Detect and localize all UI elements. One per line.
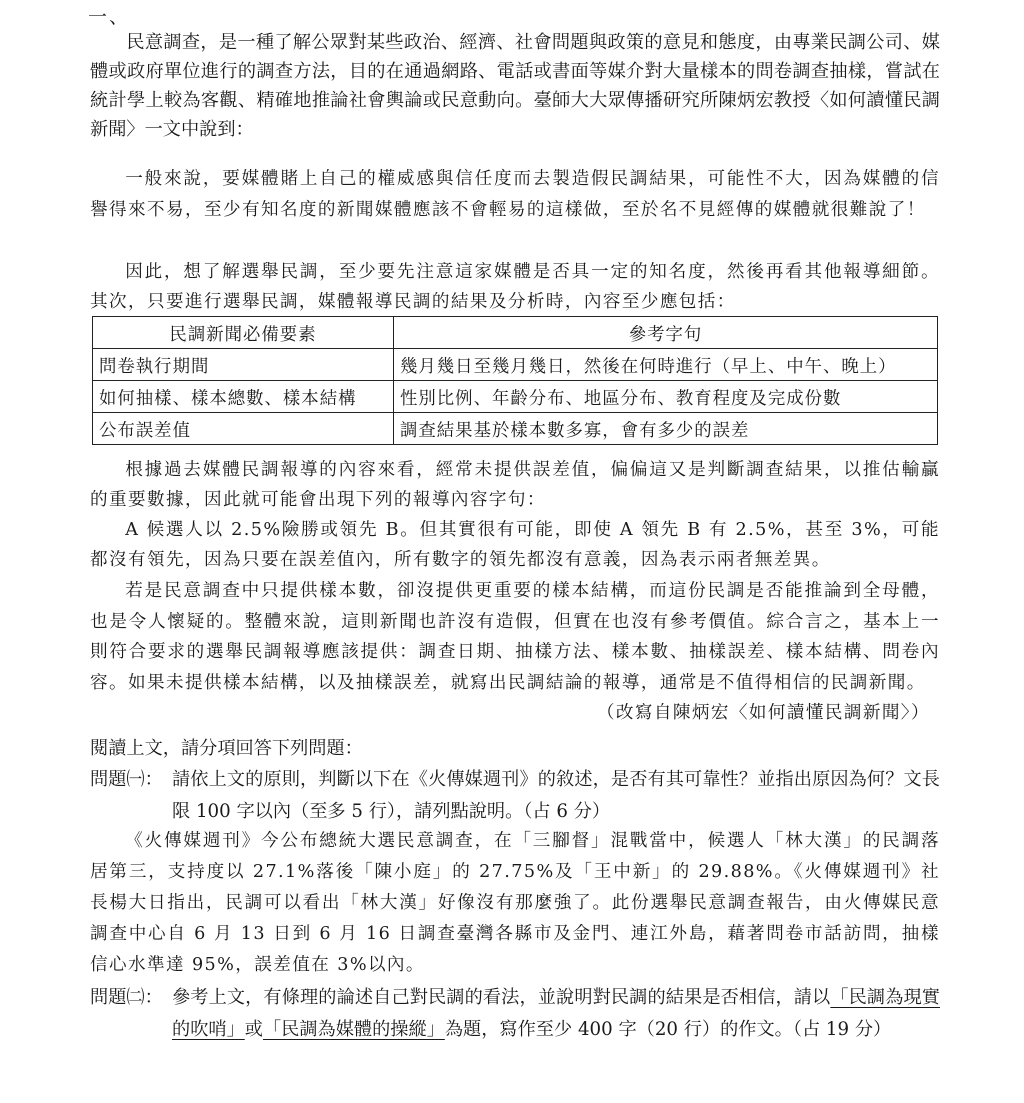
table-header-cell: 參考字句 <box>394 317 938 349</box>
table-cell: 調查結果基於樣本數多寡，會有多少的誤差 <box>394 413 938 445</box>
question-2-text-after: 為題，寫作至少 400 字（20 行）的作文。（占 19 分） <box>444 1019 892 1040</box>
question-1-case: 《火傳媒週刊》今公布總統大選民意調查，在「三腳督」混戰當中，候選人「林大漢」的民調落居第三，支持度以 27.1%落後「陳小庭」的 27.75%及「王中新」的 29.88%。《火傳媒週刊》社長楊大日指出，民調可以看出「林大漢」好像沒有那麼強了。此份選舉民意調查報告，由火傳媒民意調查中心自 6 月 13 日到 6 月 16 日調查臺灣各縣市及金門、連江外島，藉著問卷市話訪問，抽樣信心水準達 95%，誤差值在 3%以內。 <box>90 831 940 975</box>
instructions <box>90 733 940 765</box>
passage-paragraph-4: A 候選人以 2.5%險勝或領先 B。但其實很有可能，即使 A 領先 B 有 2.5%，甚至 3%，可能都沒有領先，因為只要在誤差值內，所有數字的領先都沒有意義，因為表示兩者無差異。 <box>90 520 940 570</box>
passage-paragraph-2: 因此，想了解選舉民調，至少要先注意這家媒體是否具一定的知名度，然後再看其他報導細節。其次，只要進行選舉民調，媒體報導民調的結果及分析時，內容至少應包括： <box>90 262 940 312</box>
question-2 <box>90 982 940 1046</box>
question-1-prompt: 請依上文的原則，判斷以下在《火傳媒週刊》的敘述，是否有其可靠性？並指出原因為何？文長限 100 字以內（至多 5 行），請列點說明。（占 6 分） <box>172 769 940 822</box>
question-2-prompt <box>172 982 940 1046</box>
scan-top-mark <box>700 0 950 6</box>
table-cell: 問卷執行期間 <box>93 349 394 381</box>
question-2-label: 問題㈡： <box>90 987 163 1008</box>
passage-source: （改寫自陳炳宏〈如何讀懂民調新聞〉） <box>596 703 930 723</box>
table-cell: 公布誤差值 <box>93 413 394 445</box>
section-marker: 一、 <box>88 6 131 28</box>
passage-paragraph-5 <box>90 576 940 729</box>
question-2-text-before: 參考上文，有條理的論述自己對民調的看法，並說明對民調的結果是否相信，請以 <box>172 987 831 1008</box>
table-header-cell: 民調新聞必備要素 <box>93 317 394 349</box>
table-header-row <box>93 317 938 349</box>
table-row <box>93 413 938 445</box>
topic-option-b: 「民調為媒體的操縱」 <box>262 1019 445 1040</box>
table-cell: 如何抽樣、樣本總數、樣本結構 <box>93 381 394 413</box>
passage-paragraph-3: 根據過去媒體民調報導的內容來看，經常未提供誤差值，偏偏這又是判斷調查結果，以推估輸贏的重要數據，因此就可能會出現下列的報導內容字句： <box>90 460 940 510</box>
table-cell: 性別比例、年齡分布、地區分布、教育程度及完成份數 <box>394 381 938 413</box>
table-row <box>93 349 938 381</box>
passage-quote: 一般來說，要媒體賭上自己的權威感與信任度而去製造假民調結果，可能性不大，因為媒體的信譽得來不易，至少有知名度的新聞媒體應該不會輕易的這樣做，至於名不見經傳的媒體就很難說了！ <box>90 169 940 220</box>
question-1-label: 問題㈠： <box>90 769 163 790</box>
passage-paragraph-5-text: 若是民意調查中只提供樣本數，卻沒提供更重要的樣本結構，而這份民調是否能推論到全母體，也是令人懷疑的。整體來說，這則新聞也許沒有造假，但實在也沒有參考價值。綜合言之，基本上一則符合要求的選舉民調報導應該提供：調查日期、抽樣方法、樣本數、抽樣誤差、樣本結構、問卷內容。如果未提供樣本結構，以及抽樣誤差，就寫出民調結論的報導，通常是不值得相信的民調新聞。 <box>90 581 940 693</box>
passage-intro: 民意調查，是一種了解公眾對某些政治、經濟、社會問題與政策的意見和態度，由專業民調公司、媒體或政府單位進行的調查方法，目的在通過網路、電話或書面等媒介對大量樣本的問卷調查抽樣，嘗試在統計學上較為客觀、精確地推論社會輿論或民意動向。臺師大大眾傳播研究所陳炳宏教授〈如何讀懂民調新聞〉一文中說到： <box>90 32 940 140</box>
question-1 <box>90 764 940 828</box>
table-row <box>93 381 938 413</box>
table-cell: 幾月幾日至幾月幾日，然後在何時進行（早上、中午、晚上） <box>394 349 938 381</box>
required-elements-table <box>92 316 938 445</box>
topic-option-a: 「民調為現實的吹哨」 <box>172 987 940 1040</box>
instructions-text: 閱讀上文，請分項回答下列問題： <box>90 738 363 759</box>
topic-connector: 或 <box>244 1019 263 1040</box>
